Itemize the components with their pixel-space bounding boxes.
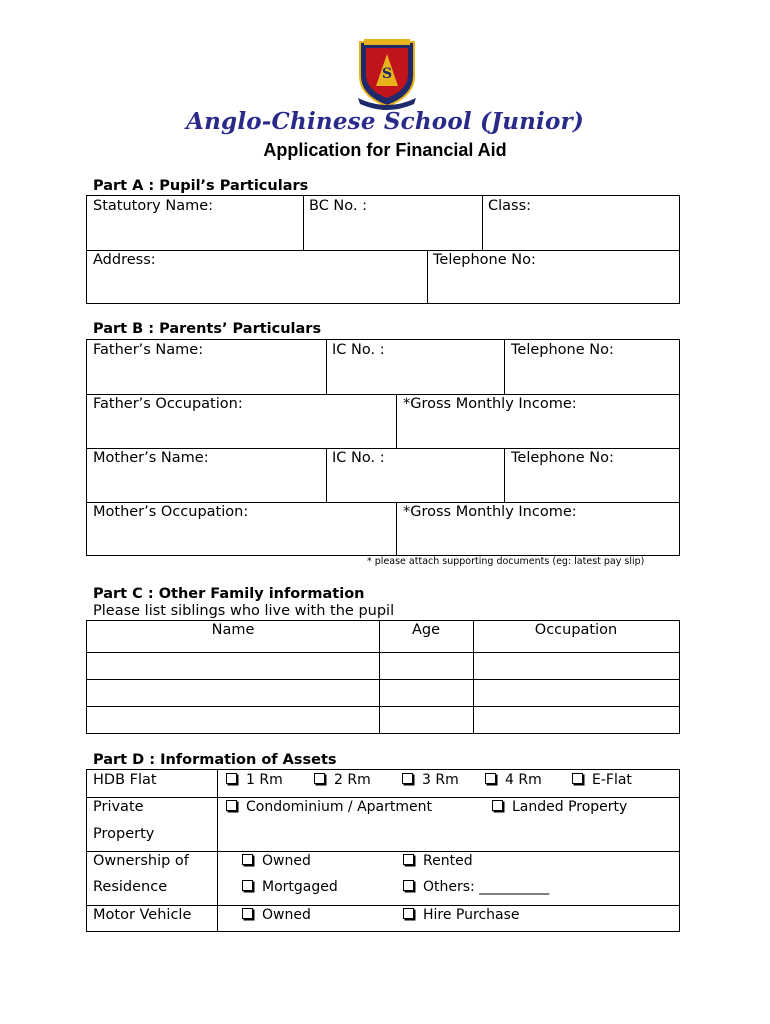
checkbox-residence-rented[interactable]: Rented [403, 853, 473, 869]
part-d-heading: Part D : Information of Assets [93, 752, 337, 768]
private-property-label: Private [93, 799, 144, 815]
form-title: Application for Financial Aid [263, 140, 507, 160]
column-header-occupation: Occupation [534, 622, 618, 638]
checkbox-icon [242, 854, 253, 865]
motor-vehicle-label: Motor Vehicle [93, 907, 192, 923]
statutory-name-field[interactable]: Statutory Name: [93, 198, 214, 214]
checkbox-icon [242, 908, 253, 919]
checkbox-hdb-eflat[interactable]: E-Flat [572, 772, 632, 788]
checkbox-vehicle-owned[interactable]: Owned [242, 907, 311, 923]
siblings-instruction: Please list siblings who live with the pupil [93, 603, 395, 619]
mother-income-field[interactable]: *Gross Monthly Income: [403, 504, 577, 520]
fathers-occupation-field[interactable]: Father’s Occupation: [93, 396, 243, 412]
checkbox-icon [226, 773, 237, 784]
checkbox-hdb-4rm[interactable]: 4 Rm [485, 772, 542, 788]
fathers-name-field[interactable]: Father’s Name: [93, 342, 204, 358]
part-b-heading: Part B : Parents’ Particulars [93, 321, 322, 337]
bc-no-field[interactable]: BC No. : [309, 198, 367, 214]
checkbox-icon [492, 800, 503, 811]
father-telephone-field[interactable]: Telephone No: [511, 342, 614, 358]
part-a-heading: Part A : Pupil’s Particulars [93, 178, 309, 194]
checkbox-icon [226, 800, 237, 811]
checkbox-icon [485, 773, 496, 784]
school-name: Anglo-Chinese School (Junior) [186, 108, 584, 135]
column-header-age: Age [411, 622, 441, 638]
school-crest-logo [354, 38, 420, 110]
checkbox-landed-property[interactable]: Landed Property [492, 799, 627, 815]
sibling-row[interactable] [87, 653, 679, 679]
siblings-table [86, 620, 680, 734]
mothers-name-field[interactable]: Mother’s Name: [93, 450, 209, 466]
mother-ic-field[interactable]: IC No. : [332, 450, 385, 466]
address-field[interactable]: Address: [93, 252, 156, 268]
checkbox-icon [403, 880, 414, 891]
part-a-table [86, 195, 680, 304]
checkbox-icon [314, 773, 325, 784]
checkbox-icon [242, 880, 253, 891]
hdb-flat-label: HDB Flat [93, 772, 157, 788]
ownership-label-line2: Residence [93, 879, 168, 895]
class-field[interactable]: Class: [488, 198, 532, 214]
checkbox-vehicle-hire-purchase[interactable]: Hire Purchase [403, 907, 520, 923]
column-header-name: Name [211, 622, 255, 638]
ownership-label: Ownership of [93, 853, 189, 869]
checkbox-icon [403, 854, 414, 865]
checkbox-residence-others[interactable]: Others: __________ [403, 879, 549, 895]
sibling-row[interactable] [87, 707, 679, 733]
assets-table [86, 769, 680, 932]
private-property-label-line2: Property [93, 826, 155, 842]
checkbox-residence-mortgaged[interactable]: Mortgaged [242, 879, 338, 895]
checkbox-hdb-3rm[interactable]: 3 Rm [402, 772, 459, 788]
checkbox-condominium[interactable]: Condominium / Apartment [226, 799, 432, 815]
sibling-row[interactable] [87, 680, 679, 706]
checkbox-hdb-1rm[interactable]: 1 Rm [226, 772, 283, 788]
checkbox-icon [402, 773, 413, 784]
pupil-telephone-field[interactable]: Telephone No: [433, 252, 536, 268]
mothers-occupation-field[interactable]: Mother’s Occupation: [93, 504, 249, 520]
part-c-heading: Part C : Other Family information [93, 586, 365, 602]
checkbox-hdb-2rm[interactable]: 2 Rm [314, 772, 371, 788]
svg-text:S: S [381, 66, 393, 82]
mother-telephone-field[interactable]: Telephone No: [511, 450, 614, 466]
checkbox-residence-owned[interactable]: Owned [242, 853, 311, 869]
part-b-table [86, 339, 680, 556]
supporting-documents-note: * please attach supporting documents (eg: latest pay slip) [367, 556, 645, 567]
checkbox-icon [572, 773, 583, 784]
father-ic-field[interactable]: IC No. : [332, 342, 385, 358]
checkbox-icon [403, 908, 414, 919]
father-income-field[interactable]: *Gross Monthly Income: [403, 396, 577, 412]
